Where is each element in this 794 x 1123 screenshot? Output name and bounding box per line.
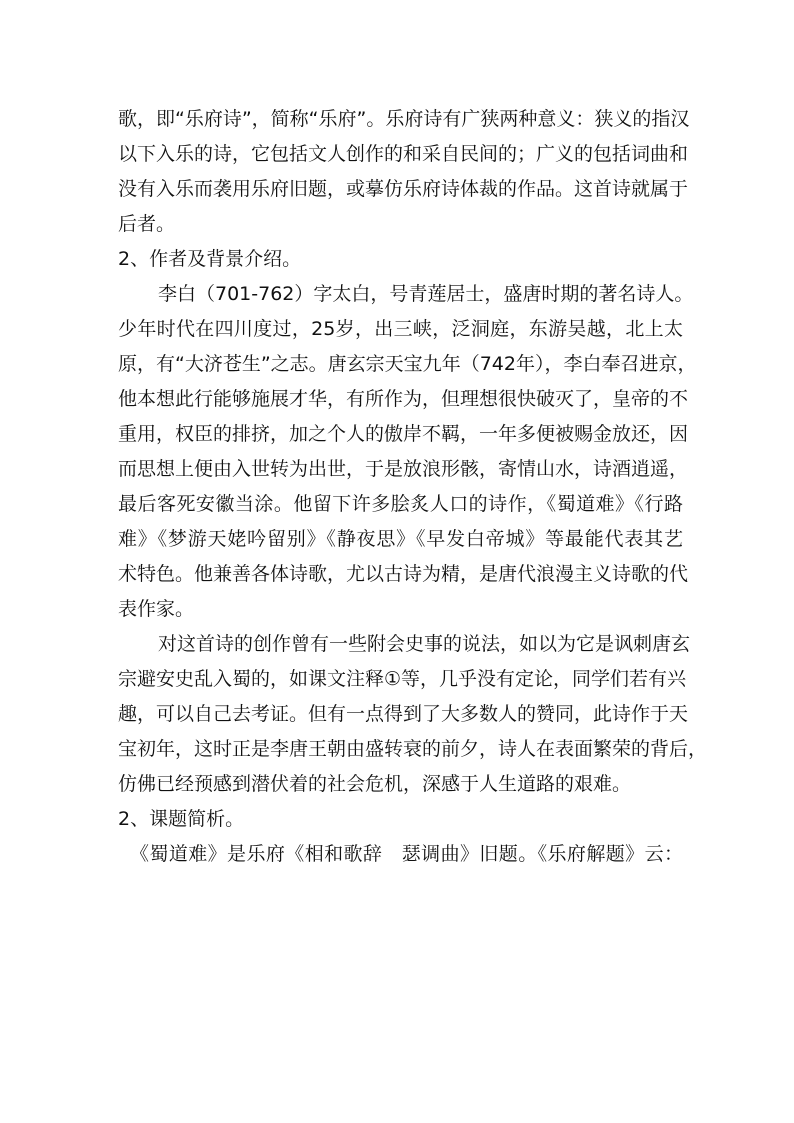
text-line: 宝初年，这时正是李唐王朝由盛转衰的前夕，诗人在表面繁荣的背后， [118, 738, 708, 760]
text-line: 原，有“大济苍生”之志。唐玄宗天宝九年（742年），李白奉召进京， [118, 353, 697, 375]
text-line: 重用，权臣的排挤，加之个人的傲岸不羁，一年多便被赐金放还，因 [118, 423, 689, 445]
paragraph-3 [118, 627, 708, 802]
text-line: 仿佛已经预感到潜伏着的社会危机，深感于人生道路的艰难。 [118, 773, 632, 795]
document-body [118, 102, 708, 872]
text-line: 少年时代在四川度过，25岁，出三峡，泛洞庭，东游吴越，北上太 [118, 318, 683, 340]
text-line: 而思想上便由入世转为出世，于是放浪形骸，寄情山水，诗酒逍遥， [118, 458, 689, 480]
text-line: 趣，可以自己去考证。但有一点得到了大多数人的赞同，此诗作于天 [118, 703, 689, 725]
text-line: 后者。 [118, 213, 176, 235]
text-line: 最后客死安徽当涂。他留下许多脍炙人口的诗作，《蜀道难》《行路 [118, 493, 683, 515]
text-line: 术特色。他兼善各体诗歌，尤以古诗为精，是唐代浪漫主义诗歌的代 [118, 563, 689, 585]
section-heading-author-background: 2、作者及背景介绍。 [118, 248, 302, 270]
text-line: 宗避安史乱入蜀的，如课文注释①等，几乎没有定论，同学们若有兴 [118, 668, 687, 690]
paragraph-4 [118, 837, 683, 872]
text-line: 歌，即“乐府诗”，简称“乐府”。乐府诗有广狭两种意义：狭义的指汉 [118, 108, 690, 130]
text-line: 对这首诗的创作曾有一些附会史事的说法，如以为它是讽刺唐玄 [158, 633, 691, 655]
paragraph-2 [118, 277, 697, 627]
section-heading-topic-analysis: 2、课题简析。 [118, 808, 245, 830]
text-line: 没有入乐而袭用乐府旧题，或摹仿乐府诗体裁的作品。这首诗就属于 [118, 178, 689, 200]
text-line: 李白（701-762）字太白，号青莲居士，盛唐时期的著名诗人。 [158, 283, 694, 305]
text-line: 他本想此行能够施展才华，有所作为，但理想很快破灭了，皇帝的不 [118, 388, 689, 410]
text-line: 表作家。 [118, 598, 195, 620]
paragraph-1 [118, 102, 690, 242]
text-line: 《蜀道难》是乐府《相和歌辞 瑟调曲》旧题。《乐府解题》云： [130, 843, 683, 865]
text-line: 以下入乐的诗，它包括文人创作的和采自民间的；广义的包括词曲和 [118, 143, 689, 165]
text-line: 难》《梦游天姥吟留别》《静夜思》《早发白帝城》等最能代表其艺 [118, 528, 683, 550]
